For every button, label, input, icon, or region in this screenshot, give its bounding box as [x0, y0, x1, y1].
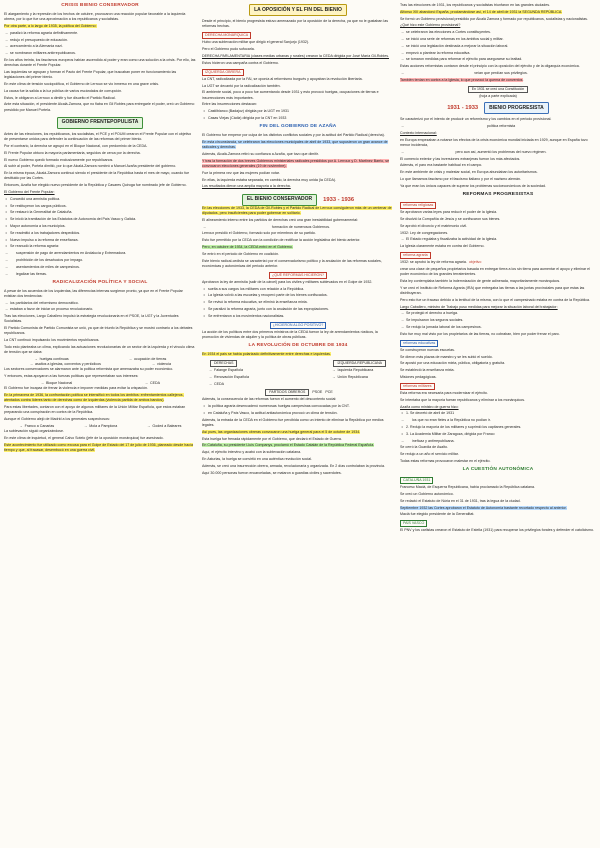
paragraph: En este ambiente de crisis y malestar social, en Europa abundaban los autoritarismos.	[400, 170, 538, 175]
cataluna-label: CATALUÑA 1931	[400, 477, 433, 484]
paragraph: Todas estas reformas provocaron malestar en el ejército.	[400, 458, 491, 463]
list-item: • Se reanudó la reforma agraria:	[4, 244, 196, 249]
paragraph: Entonces, Azaña fue elegido nuevo presidente de la República y Casares Quiroga fue nombrado jefe de Gobierno.	[4, 183, 187, 188]
constitucion-label: En 1931 se creó una Constitución	[468, 86, 529, 93]
paragraph: Además, la entrada de la CEDA en el Gobierno fue percibida como un intento de eliminar la República por medios legales.	[202, 417, 384, 428]
tension-list	[4, 362, 196, 367]
paragraph: El Partido Comunista de Partido Comunista se unió, ya que de triunfo la República y se mostró contrario a los debates republicanos.	[4, 326, 193, 336]
list-item: • Castilblanco (Badajoz) dirigida por la UGT en 1931	[202, 109, 394, 114]
list-item: → paralizó la reforma agraria definitivamente.	[4, 31, 196, 36]
paragraph: Así pues, las organizaciones obreras convocaron una huelga general para el 5 de octubre de 1934.	[202, 429, 361, 434]
paragraph: El alineamiento interno entre los partidos de derechas creó una gran inestabilidad gubernamental:	[202, 217, 359, 222]
paragraph: Además, la consecuencia de las reformas fueron el aumento del descontento social:	[202, 397, 337, 402]
paragraph: Y entonces, estas apoyaron a las fuerzas políticas que representaban sus intereses:	[4, 374, 139, 379]
paragraph: 1932: se aprobó la ley de reforma agraria. objetivo	[400, 260, 482, 265]
column-right	[400, 0, 596, 848]
paragraph: En los años treinta, los fascismos europeos habían ascendido al poder y eran como una solución a la crisis. Por ello, las derechas durante el Frente Popular.	[4, 57, 196, 68]
cuestion-autonomica-title: LA CUESTIÓN AUTONÓMICA	[462, 467, 534, 473]
list-item: → Se protegió el derecho a huelga.	[400, 311, 596, 316]
list-item: → se tomaron medidas para reformar el ejército para asegurarse su lealtad.	[400, 57, 596, 62]
paragraph: Aprobaron la ley de amnistía (salir de la cárcel) para los civiles y militares sublevados en el Golpe de 1932.	[202, 279, 373, 284]
paragraph: La CNT, radicalizada por la FAI, se oponía al reformismo burgués y apoyaban la revolución libertaria.	[202, 76, 363, 81]
paragraph: El Gobierno fue incapaz de frenar la violencia e imponer medidas para evitar la crispación.	[4, 386, 149, 391]
bienio-progresista-box: BIENIO PROGRESISTA	[484, 102, 549, 114]
paragraph: Las izquierdas se agrupan y forman el Pacto del Frente Popular, que buscaban poner en funcionamiento las legislaciones del primer bienio.	[4, 69, 177, 80]
list-item: → ocupación de tierras	[128, 357, 166, 362]
paragraph: Contexto internacional:	[400, 131, 437, 136]
izquierdas-group	[331, 359, 388, 388]
list-item: PSOE	[312, 390, 323, 395]
paragraph: El Gobierno del Frente Popular:	[4, 189, 55, 194]
list-item: → Mola a Pamplona	[83, 424, 117, 429]
obreros-label: PARTIDOS OBREROS	[265, 389, 309, 396]
izquierda-obrera-label: IZQUIERDA OBRERA	[202, 69, 244, 76]
column-middle	[202, 0, 394, 848]
paragraph: Se aprobaron varias leyes para reducir el poder de la Iglesia.	[400, 210, 498, 215]
reformas-progresistas-title: REFORMAS PROGRESISTAS	[462, 192, 534, 198]
list-item: • suelta a sus cargos los militares con relación a la República.	[202, 287, 394, 292]
list-item: → Franco a Canarias	[19, 424, 55, 429]
paragraph: Esta reforma era necesaria para modernizar el ejército.	[400, 390, 488, 395]
constitucion-box	[400, 85, 596, 99]
paragraph: Y tras la formación de dos breves Gobiernos ministeriales radicales presididos por A. Lerroux y D. Martínez Barrio, se convocaron elecciones generales (19 de noviembre).	[202, 158, 390, 168]
list-item: → se inició una serie de reformas en los ámbitos social y militar.	[400, 37, 596, 42]
paragraph: Alfonso XIII abandonó España, proclamándose así, el 14 de abril de 1931 la SEGUNDA REPÚBLICA.	[400, 9, 563, 14]
paragraph: Se intentaba que la mayoría fueran republicanos y eliminar a los monárquicos.	[400, 397, 526, 402]
paragraph: Pero, en octubre de 1934, la CEDA entró en el Gobierno.	[202, 245, 293, 250]
list-item: → Se redujo la jornada laboral de los campesinos.	[400, 325, 596, 330]
paragraph: También tenían en contra a la Iglesia, lo que provocó la quema de conventos.	[400, 77, 524, 82]
constitucion-note: (hoja a parte explicada)	[479, 94, 517, 99]
paragraph: Lerroux presidió el Gobierno, formado solo por miembros de su partido.	[202, 231, 316, 236]
paragraph: En la misma época, Alcalá-Zamora continuó siendo el presidente de la República hasta el mes de mayo, cuando fue destituido por las Cortes.	[4, 171, 190, 181]
paragraph: Se estableció la enseñanza mixta.	[400, 368, 455, 373]
paragraph: Tras las elecciones, Largo Caballero impulsó la estrategia revolucionaria en el PSOE, la UGT y la Juventudes Socialistas.	[4, 314, 179, 324]
derechas-label: DERECHAS	[210, 360, 237, 367]
paragraph: Esta huelga fue frenada rápidamente por el Gobierno, que declaró el Estado de Guerra.	[202, 436, 342, 441]
paragraph: Largo Caballero, ministro de Trabajo puso medidas para mejorar la situación laboral del trabajador:	[400, 304, 558, 309]
paragraph: Aquí 30.000 personas fueron encarceladas, se mataron a guardias civiles y sacerdotes.	[202, 470, 342, 475]
list-item: → pero aun así, aumentó los problemas del nuevo régimen.	[400, 150, 596, 155]
paragraph: Septiembre 1932 las Cortes aprobaron el Estatuto de Autonomía bastante recortado respecto al anterior.	[400, 505, 567, 510]
paragraph: En esta circunstancia, se celebraron las elecciones municipales de abril de 1933, que supusieron un gran avance de radicales y derechas.	[202, 139, 388, 150]
list-item: → Bloque Nacional	[40, 381, 72, 386]
paragraph: El Frente Popular obtuvo la mayoría parlamentaria, seguidos de cerca por la derecha.	[4, 150, 141, 155]
derecha-monarquica-label: DERECHA MONÁRQUICA	[202, 32, 251, 39]
crisis-title: CRISIS BIENIO CONSERVADOR	[61, 3, 139, 8]
reformas-question: ¿QUÉ REFORMAS HICIERON?	[269, 272, 327, 279]
paragraph: Estos hicieron una campaña contra el Gobierno.	[202, 60, 279, 65]
list-item: → redujo el presupuesto de educación.	[4, 38, 196, 43]
paragraph: En Asturias, la huelga se convirtió en una auténtica revolución social.	[202, 457, 313, 462]
paragraph: Se redactó el Estatuto de Núria en el 31 de 1931, tras la legua de la ciudad.	[400, 498, 521, 503]
paragraph: Esta ley contemplaba también la indemnización de gente adinerada, mayoritariamente monárquicos.	[400, 279, 561, 283]
list-item: → estaban a favor de iniciar un proceso revolucionario.	[4, 307, 196, 312]
paragraph: Misiones pedagógicas.	[400, 374, 437, 379]
paragraph: Entre las insurrecciones destacan:	[202, 102, 257, 107]
paragraph: Ya que eran los únicos capaces de superar los problemas socioeconómicos de la sociedad.	[400, 183, 546, 188]
paragraph: Además, el paro era bastante habitual en el campo.	[400, 163, 483, 168]
paragraph: Hubo una sublevación militar que dirigió el general Sanjurjo (1932).	[202, 40, 310, 45]
list-item: → Falange Española	[208, 368, 249, 373]
paragraph: en Europa empezaban a notarse los efectos de la crisis económica mundial iniciada en 1929, aunque en España tuvo menor incidencia,	[400, 137, 588, 148]
list-item: → suspensión de pago de arrendamientos en Andalucía y Extremadura.	[4, 251, 196, 256]
list-item: → CEDA	[208, 382, 249, 387]
paragraph: 1932: Ley de congregaciones.	[400, 230, 449, 235]
paragraph: La UGT se decantó por la radicalización también.	[202, 83, 281, 88]
paragraph: Se dieron más plazas de maestro y se les subió el sueldo.	[400, 354, 493, 359]
list-item: → legalizar las tierras.	[4, 272, 196, 277]
list-item: → ineficaz y antirrepublicana.	[400, 439, 596, 444]
list-item: PCE	[325, 390, 333, 395]
paragraph: Al subir al poder, Portela dimitió, por lo que Alcalá-Zamora nombró a Manuel Azaña presidente del gobierno.	[4, 164, 177, 169]
paragraph: Aquí, el ejército intervino y acabó con la sublevación catalana.	[202, 450, 302, 455]
list-item: → los partidarios del reformismo democrático.	[4, 301, 196, 306]
list-item: → se celebraron las elecciones a Cortes constituyentes.	[400, 30, 596, 35]
paragraph: Aunque el Gobierno alejó de Madrid a los generales sospechosos:	[4, 417, 110, 422]
column-left	[4, 0, 196, 848]
paragraph: A pesar de los acuerdos de los izquierdas, las diferencias internas surgieron pronto, ya que en el Frente Popular existían dos tendencias:	[4, 288, 183, 298]
paragraph: Por el contrario, la derecha se agrupó en el Bloque Nacional, con predominio de la CEDA.	[4, 143, 148, 148]
list-item: • Se restauró la Generalitat de Cataluña.	[4, 210, 196, 215]
fin-azana-title: FIN DEL GOBIERNO DE AZAÑA	[259, 124, 337, 130]
paragraph: Este acontecimiento fue utilizado como excusa para el Golpe de Estado del 17 de julio de 1936, planeado desde hacía tiempo y que, al fracasar, desembocó en una guerra civil.	[4, 442, 194, 452]
list-item: → Unión Republicana	[331, 375, 388, 380]
paragraph: Se cerró la Guardia de Asalto.	[400, 445, 448, 450]
paragraph: Se formó un Gobierno provisional presidido por Alcalá Zamora y formado por republicanos, socialistas y nacionalistas.	[400, 16, 588, 21]
reforma-agraria-label: reforma agraria	[400, 252, 431, 259]
list-item: → asentamientos de miles de campesinos.	[4, 265, 196, 270]
paragraph: El PNV y los carlistas crearon el Estatuto de Estella (1931) para recuperar los privilegios forales y defender el catolicismo.	[400, 528, 594, 533]
list-item: • Se enfrentaron a los movimientos nacionalistas.	[202, 314, 394, 319]
paragraph: La causa fue la salida a la luz pública de varios escándalos de corrupción.	[4, 88, 123, 93]
positivo-question: ¿HICIERON ALGO POSITIVO?	[270, 322, 327, 329]
paragraph: En 1934 el país se había polarizado definitivamente entre derechas e izquierdas.	[202, 352, 331, 357]
paragraph: En la primavera de 1936, la confrontación política se intensificó en todos los ámbitos: enfrentamientos callejeros, atentados contra líderes tanto de derechas como de izquierdas (violencia partida de ambos bandos).	[4, 393, 184, 403]
list-item: → política reformista	[400, 124, 596, 129]
list-item: → Se impulsaron los seguros sociales.	[400, 318, 596, 323]
bienio-conservador-years: 1933 - 1936	[323, 196, 355, 203]
paragraph: En este clima de inquietud, el general Calvo Sotelo (jefe de la oposición monárquica) fue asesinado.	[4, 435, 164, 440]
paragraph: El comercio exterior y las inversiones extranjeras fueron los más afectados.	[400, 156, 521, 161]
pais-vasco-label: PAÍS VASCO	[400, 520, 427, 527]
paragraph: Esto fue permitido por la CEDA con la condición de rectificar la acción legislativa del bienio anterior.	[202, 238, 361, 243]
generales-list	[4, 424, 196, 429]
list-item: → Izquierda Republicana	[331, 368, 388, 373]
paragraph: Fue la primera vez que las mujeres podían votar.	[202, 170, 280, 175]
list-item: • 2. Redujo la mayoría de los militares y suprimió los capitanes generales.	[400, 425, 596, 430]
frentepopulista-box: GOBIERNO FRENTEPOPULISTA	[57, 117, 144, 129]
paragraph: Lo que llamamos fascismo por el fascismo italiano y por el nazismo alemán.	[400, 177, 522, 182]
paragraph: En Cataluña, su presidente Lluís Companys, proclamó el Estado Catalán de la República Federal Española.	[202, 443, 375, 448]
paragraph: Francesc Macià, de Esquerra Republicana, había proclamado la República catalana.	[400, 485, 536, 490]
list-item: → veían que perdían sus privilegios.	[400, 71, 596, 76]
paragraph: Además, se creó una insurrección obrera, armada, revolucionaria y organizada. En 2 días controlaban la provincia.	[202, 463, 385, 468]
paragraph: ¿Qué hizo este Gobierno provisional?	[400, 23, 461, 28]
paragraph: Por otra parte, a lo largo de 1935, la política del Gobierno:	[4, 23, 97, 28]
list-item: • 1. Se decretó de abril de 1931	[400, 411, 596, 416]
bienio-conservador-header	[202, 194, 394, 206]
paragraph: Se caracterizó por el intento de producir un reformismo y los cambios en el periodo provisional.	[400, 117, 552, 122]
list-item: • Se readmitió a los trabajadores despedidos.	[4, 231, 196, 236]
paragraph: El alargamiento y la represión de los hechos de octubre, provocaron una reacción popular favorable a la izquierda obrera, por lo que fue una aproximación a los republicanos y socialistas.	[4, 11, 186, 22]
reformas-militares-label: reformas militares	[400, 383, 435, 390]
list-item: • 3. La Academia Militar de Zaragoza, dirigida por Franco	[400, 432, 596, 437]
paragraph: Esto fue muy mal visto por los propietarios de las tierras, no cobraban, bien por poder frenar el paro.	[400, 331, 560, 336]
list-item: • la política agraria desencadenó numerosas huelgas campesinas convocadas por la CNT.	[202, 404, 394, 409]
paragraph: Todo esto planteaba un clima, explicando las actuaciones revolucionarias de un sector de la izquierda y el vínculo clima de tensión que se daba:	[4, 345, 195, 355]
izquierda-label: IZQUIERDA REPUBLICANA	[333, 360, 386, 367]
list-item: → se nombraron militares antirrepublicanos.	[4, 51, 196, 56]
paragraph: Para estas libertades, contaron con el apoyo de algunos militares de la Unión Militar Española, que estos estaban preparando una conspiración en contra de la República.	[4, 405, 186, 415]
list-item: → El Estado regulaba y fiscalizaba la actividad de la Iglesia.	[400, 237, 596, 242]
paragraph: Los sectores conservadores se alarmaron ante la política reformista que amenazaba su poder económico.	[4, 367, 174, 372]
bienio-progresista-years: 1931 - 1933	[447, 105, 479, 112]
paragraph: Se disolvió la Compañía de Jesús y se confiscaron sus bienes.	[400, 217, 501, 222]
paragraph: La Iglesia claramente estaba en contra del Gobierno.	[400, 244, 485, 249]
list-item: → formación de numerosos Gobiernos.	[202, 225, 394, 230]
reformas-religiosas-label: reformas religiosas	[400, 202, 436, 209]
paragraph: La CNT continuó impulsando los movimientos republicanos.	[4, 338, 100, 343]
paragraph: Además, Alcalá-Zamora retiró su confianza a Azaña, que tuvo que dimitir.	[202, 151, 319, 156]
paragraph: Se entró en el periodo de Gobierno en coalición.	[202, 251, 280, 256]
derechas-group	[208, 359, 249, 388]
paragraph: En ellas, la izquierda estaba separada, en cambio, la derecha muy unida (la CEDA).	[202, 177, 337, 182]
paragraph: Estas acciones reformistas contaron desde el principio con la oposición del ejército y de la oligarquía económica.	[400, 64, 580, 69]
list-item: → CEDA	[144, 381, 160, 386]
paragraph: Y se creó el Instituto de Reforma Agraria (IRA) que entregaba las tierras a las juntas provinciales para que estas las distribuyeran.	[400, 285, 585, 295]
paragraph: Ante esta situación, el presidente Alcalá-Zamora, que no fiaba en Gil Robles para entregarle el poder, creó un Gobierno presidido por Manuel Portela.	[4, 102, 195, 112]
list-item: → empezó a plantear la reforma educativa.	[400, 51, 596, 56]
list-item: → Goded a Baleares	[146, 424, 181, 429]
list-item: → los que no eran fieles a la República no podían ir.	[400, 418, 596, 423]
list-item: → huelgas continuas	[34, 357, 69, 362]
paragraph: Estos, le obligaron a Lerroux a dimitir y fue disuelto el Partido Radical.	[4, 95, 116, 100]
paragraph: Macià fue elegido presidente de la Generalitat.	[400, 512, 475, 517]
list-item: → se inició una legislación destinada a mejorar la situación laboral.	[400, 44, 596, 49]
obreros-group	[202, 388, 394, 397]
list-item: • en Cataluña y País Vasco, la actitud antiautonómica provocó un clima de tensión.	[202, 411, 394, 416]
bienio-progresista-header	[400, 102, 596, 114]
list-item: • Se paralizó la reforma agraria, junto con la anulación de las expropiaciones.	[202, 307, 394, 312]
paragraph: El ambiente social, poco a poco fue aumentando desde 1931 y esto provocó huelgas, ocupaciones de tierras e insurrecciones más importantes.	[202, 90, 379, 100]
paragraph: crear una clase de pequeños propietarios basada en entregar tierra a los sin tierra para aumentar el apoyo y eliminar el poder económico de los grandes terratenientes.	[400, 267, 590, 277]
paragraph: La acción de los políticos entre dos primeros ministros de la CEDA fueron la ley de arrendamientos rústicos, la promoción de viviendas de alquiler y la política de obras públicas.	[202, 329, 378, 339]
list-item: → asaltos a iglesias, conventos y periódicos	[29, 362, 101, 367]
list-item: • Se inició la tramitación de los Estatutos de Autonomía del País Vasco y Galicia.	[4, 217, 196, 222]
paragraph: Se apostó por una educación mixta, pública, obligatoria y gratuita.	[400, 361, 506, 366]
paragraph: Se redujo a un año el servicio militar.	[400, 452, 459, 457]
list-item: • Concedió una amnistía política.	[4, 197, 196, 202]
paragraph: Tras las elecciones de 1931, los republicanos y socialistas triunfaron en las grandes ciudades.	[400, 3, 551, 7]
paragraph: Antes de las elecciones, los republicanos, los socialistas, el PCE y el POUM crearon el Frente Popular con el objetivo de presentarse unidos para defender la continuación de las reformas del primer bienio.	[4, 131, 192, 142]
list-item: • Se revisó la reforma educativa, se eliminó la enseñanza mixta.	[202, 300, 394, 305]
list-item: • Mayor autonomía a los municipios.	[4, 224, 196, 229]
list-item: → prohibición de los desahucios por impago.	[4, 258, 196, 263]
paragraph: Los resultados dieron una amplia mayoría a la derecha.	[202, 184, 291, 189]
paragraph: DERECHA PARLAMENTARIA (clases medias urbanas y rurales) crearon la CEDA dirigida por José María Gil-Robles.	[202, 54, 390, 59]
paragraph: En este clima de tensión sociopolítica, el Gobierno de Lerroux se vio inmerso en una grave crisis.	[4, 81, 160, 86]
paragraph: La sublevación siguió organizándose.	[4, 429, 64, 434]
paragraph: Pero esto fue un fracaso debido a la lentitud de la misma, con lo que el campesinado estaba en contra de la República.	[400, 297, 590, 302]
list-item: • Se restituyeron los cargos públicos.	[4, 204, 196, 209]
paragraph: Azaña como ministro de guerra hizo:	[400, 404, 459, 409]
radicalizacion-title: RADICALIZACIÓN POLÍTICA Y SOCIAL	[52, 279, 148, 285]
partidos-diagram	[202, 359, 394, 388]
paragraph: Se construyeron nuevas escuelas.	[400, 347, 455, 352]
paragraph: Se creó un Gobierno autonómico.	[400, 492, 454, 497]
list-item: → Renovación Española	[208, 375, 249, 380]
reformas-educativas-label: reformas educativas	[400, 340, 438, 347]
list-item: • Nuevo impulso a la reforma de enseñanza.	[4, 238, 196, 243]
paragraph: Pero el Gobierno pudo sofocarla.	[202, 47, 255, 52]
list-item: → acercamiento a la Alemania nazi.	[4, 44, 196, 49]
revolucion-octubre-title: LA REVOLUCIÓN DE OCTUBRE DE 1934	[248, 343, 348, 349]
list-item: → violencia	[151, 362, 171, 367]
oposicion-box: LA OPOSICIÓN Y EL FIN DEL BIENIO	[249, 4, 347, 16]
paragraph: Se aprobó el divorcio y el matrimonio civil.	[400, 223, 468, 228]
paragraph: El nuevo Gobierno quedó formado exclusivamente por republicanos.	[4, 157, 114, 162]
bienio-conservador-box: EL BIENIO CONSERVADOR	[242, 194, 317, 206]
paragraph: Este bienio radical-cedista se caracterizó por el conservadurismo político y la anulación de las reformas sociales, económicas y autonómicas del periodo anterior.	[202, 258, 382, 268]
paragraph: Desde el principio, el bienio progresista estuvo amenazado por la oposición de la derecha, ya que no le gustaban las reformas hechas.	[202, 19, 388, 29]
paragraph: El Gobierno fue emperor por culpa de los distintos conflictos sociales y por la actitud del Partido Radical (derecha).	[202, 133, 385, 138]
list-item: • Casas Viejas (Cádiz) dirigida por la CNT en 1933	[202, 116, 394, 121]
list-item: • La Iglesia volvió a las escuelas y recuperó parte de los bienes confiscados.	[202, 293, 394, 298]
paragraph: En las elecciones de 1933, la CEDA de Gil-Robles y el Partido Radical de Lerroux consiguieron más de un centenar de diputados, pero insuficientes para poder gobernar en solitario.	[202, 205, 392, 216]
